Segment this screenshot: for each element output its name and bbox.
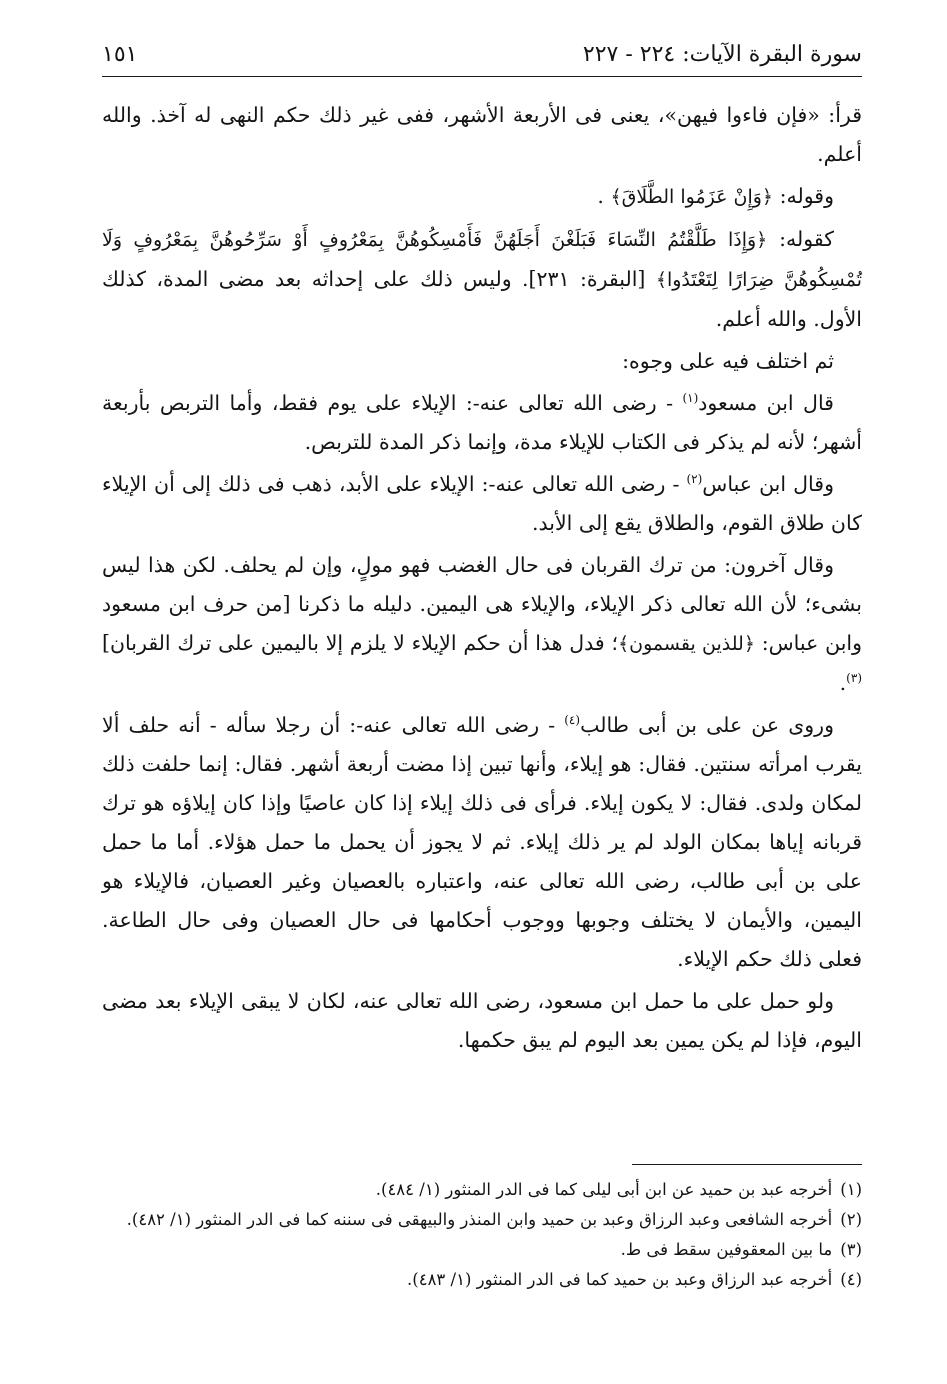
- text-run: قال ابن مسعود: [698, 391, 834, 415]
- text-run: [البقرة: ٢٣١]. وليس ذلك على إحداثه بعد مضى المدة، كذلك الأول. والله أعلم.: [102, 267, 862, 331]
- footnote: [102, 1176, 862, 1203]
- paragraph: [102, 342, 862, 381]
- text-run: وقال آخرون: من ترك القربان فى حال الغضب فهو مولٍ، وإن لم يحلف. لكن هذا ليس بشىء؛ لأن الله تعالى ذكر الإيلاء، والإيلاء هى اليمين. دليله ما ذكرنا [من حرف ابن مسعود وابن عباس:: [102, 553, 862, 655]
- quran-quote: ﴿وَإِذَا طَلَّقْتُمُ النِّسَاءَ فَبَلَغْنَ أَجَلَهُنَّ فَأَمْسِكُوهُنَّ بِمَعْرُوفٍ أَوْ سَرِّحُوهُنَّ بِمَعْرُوفٍ وَلَا تُمْسِكُوهُنَّ ضِرَارًا لِتَعْتَدُوا﴾: [102, 229, 862, 291]
- footnote-number: (٤): [840, 1270, 862, 1289]
- footnote-number: (١): [840, 1180, 862, 1199]
- footnote-ref: (٣): [846, 671, 862, 686]
- footnote-number: (٣): [840, 1240, 862, 1259]
- footnote-separator: [632, 1164, 862, 1165]
- footnote: [102, 1206, 862, 1233]
- text-run: .: [839, 671, 847, 695]
- footnote-text: أخرجه عبد بن حميد عن ابن أبى ليلى كما فى الدر المنثور (١/ ٤٨٤).: [375, 1180, 833, 1199]
- text-run: ثم اختلف فيه على وجوه:: [622, 349, 834, 373]
- text-run: وروى عن على بن أبى طالب: [580, 713, 834, 737]
- running-header: [102, 36, 862, 77]
- footnote: [102, 1266, 862, 1293]
- book-page: [102, 36, 862, 1346]
- body-text: [102, 96, 862, 1063]
- paragraph: [102, 177, 862, 217]
- paragraph: [102, 384, 862, 462]
- text-run: .: [597, 184, 611, 208]
- paragraph: [102, 546, 862, 703]
- text-run: وقوله:: [773, 184, 834, 208]
- paragraph: [102, 465, 862, 543]
- footnote-text: أخرجه عبد الرزاق وعبد بن حميد كما فى الدر المنثور (١/ ٤٨٣).: [407, 1270, 833, 1289]
- paragraph: [102, 220, 862, 339]
- paragraph: [102, 96, 862, 174]
- text-run: ولو حمل على ما حمل ابن مسعود، رضى الله تعالى عنه، لكان لا يبقى الإيلاء بعد مضى اليوم، فإذا لم يكن يمين بعد اليوم لم يبق حكمها.: [102, 989, 862, 1052]
- text-run: وقال ابن عباس: [702, 472, 834, 496]
- text-run: كقوله:: [767, 227, 834, 251]
- footnote-ref: (١): [682, 391, 699, 406]
- text-run: - رضى الله تعالى عنه-: أن رجلا سأله - أنه حلف ألا يقرب امرأته سنتين. فقال: هو إيلاء، وأنها تبين إذا مضت أربعة أشهر. فقال: إنما حلفت ذلك لمكان ولدى. فقال: لا يكون إيلاء. فرأى فى ذلك إيلاء إذا كان عاصيًا وإذا كان إيلاؤه هو ترك قربانه إياها بمكان الولد لم ير ذلك إيلاء. ثم لا يجوز أن يحمل ما حمل هؤلاء. أما ما حمل على بن أبى طالب، رضى الله تعالى عنه، واعتباره بالعصيان وغير العصيان، فالإيلاء هو اليمين، والأيمان لا يختلف وجوبها ووجوب أحكامها فى حال العصيان وفى حال الطاعة. فعلى ذلك حكم الإيلاء.: [102, 713, 862, 971]
- text-run: ؛ فدل هذا أن حكم الإيلاء لا يلزم إلا باليمين على ترك القربان]: [102, 631, 618, 655]
- quran-quote: ﴿وَإِنْ عَزَمُوا الطَّلَاقَ﴾: [610, 186, 774, 208]
- text-run: قرأ: «فإن فاءوا فيهن»، يعنى فى الأربعة الأشهر، ففى غير ذلك حكم النهى له آخذ. والله أعلم.: [102, 103, 862, 166]
- footnote-number: (٢): [840, 1210, 862, 1229]
- text-run: - رضى الله تعالى عنه-: الإيلاء على يوم فقط، وأما التربص بأربعة أشهر؛ لأنه لم يذكر فى الكتاب للإيلاء مدة، وإنما ذكر المدة للتربص.: [102, 391, 862, 454]
- quran-quote: ﴿للذين يقسمون﴾: [618, 633, 755, 655]
- paragraph: [102, 706, 862, 979]
- footnote-ref: (٤): [564, 713, 581, 728]
- page-number: ١٥١: [102, 42, 138, 67]
- header-title: سورة البقرة الآيات: ٢٢٤ - ٢٢٧: [582, 42, 862, 67]
- text-run: - رضى الله تعالى عنه-: الإيلاء على الأبد، ذهب فى ذلك إلى أن الإيلاء كان طلاق القوم، والطلاق يقع إلى الأبد.: [102, 472, 862, 535]
- footnote-text: ما بين المعقوفين سقط فى ط.: [620, 1240, 833, 1259]
- paragraph: [102, 982, 862, 1060]
- footnote-ref: (٢): [686, 472, 703, 487]
- footnote: [102, 1236, 862, 1263]
- footnotes: [102, 1176, 862, 1296]
- footnote-text: أخرجه الشافعى وعبد الرزاق وعبد بن حميد وابن المنذر والبيهقى فى سننه كما فى الدر المنثور (١/ ٤٨٢).: [126, 1210, 833, 1229]
